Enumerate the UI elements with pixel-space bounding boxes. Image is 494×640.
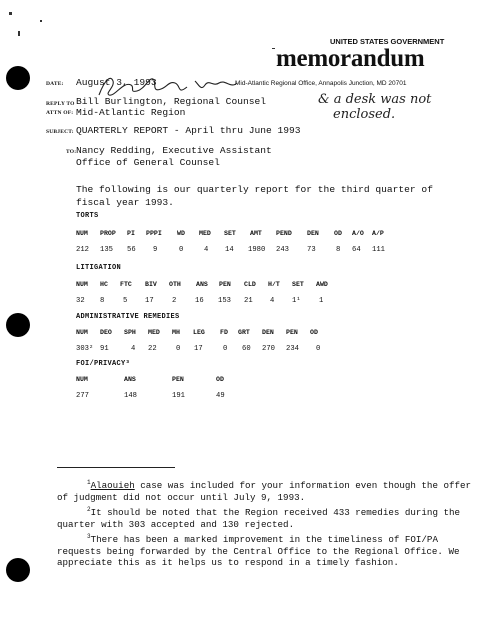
punch-hole-middle (6, 313, 30, 337)
table-header-cell: FD (220, 329, 228, 336)
table-cell: 64 (352, 246, 361, 254)
to-label: TO: (66, 149, 77, 155)
table-cell: 0 (179, 246, 184, 254)
table-header-cell: FTC (120, 281, 132, 288)
table-header-cell: LEG (193, 329, 205, 336)
table-cell: 32 (76, 297, 85, 305)
table-cell: 277 (76, 392, 89, 400)
table-header-cell: PEN (219, 281, 231, 288)
table-cell: 0 (223, 345, 228, 353)
table-header-cell: NUM (76, 329, 88, 336)
agency-line: UNITED STATES GOVERNMENT (330, 37, 445, 46)
intro-paragraph: The following is our quarterly report for the third quarter of fiscal year 1993. (76, 184, 433, 208)
reply-to-label: REPLY TO (46, 101, 75, 107)
table-header-cell: NUM (76, 281, 88, 288)
table-header-cell: GRT (238, 329, 250, 336)
table-cell: 16 (195, 297, 204, 305)
table-cell: 17 (145, 297, 154, 305)
table-header-cell: SPH (124, 329, 136, 336)
torts-table (76, 230, 476, 260)
table-header-cell: SET (292, 281, 304, 288)
table-cell: 0 (176, 345, 181, 353)
table-header-cell: A/P (372, 230, 384, 237)
table-cell: 303² (76, 345, 94, 353)
table-cell: 0 (316, 345, 321, 353)
table-cell: 135 (100, 246, 113, 254)
table-cell: 5 (123, 297, 128, 305)
footnote-1-case-name: Alaouieh (90, 480, 135, 492)
scan-speck (40, 20, 42, 22)
table-header-cell: MH (172, 329, 180, 336)
table-cell: 153 (218, 297, 231, 305)
table-header-cell: BIV (145, 281, 157, 288)
table-cell: 1 (319, 297, 324, 305)
table-cell: 17 (194, 345, 203, 353)
table-header-cell: PROP (100, 230, 116, 237)
footnote-1-text: case was included for your information even though the offer of judgment did not occur until July 9, 1993. (57, 480, 472, 503)
table-header-cell: AWD (316, 281, 328, 288)
litigation-title: LITIGATION (76, 264, 122, 272)
footnote-2 (57, 504, 477, 530)
table-header-cell: OD (334, 230, 342, 237)
punch-hole-top (6, 66, 30, 90)
table-header-cell: PEN (286, 329, 298, 336)
footnote-2-mark: 2 (87, 506, 91, 513)
to-name: Nancy Redding, Executive Assistant (76, 145, 272, 156)
footnote-1-mark: 1 (87, 479, 91, 486)
table-cell: 9 (153, 246, 158, 254)
footnote-2-text: It should be noted that the Region received 433 remedies during the quarter with 303 accepted and 130 rejected. (57, 507, 461, 530)
table-cell: 270 (262, 345, 275, 353)
table-cell: 56 (127, 246, 136, 254)
table-header-cell: OD (310, 329, 318, 336)
table-cell: 148 (124, 392, 137, 400)
table-cell: 2 (172, 297, 177, 305)
torts-title: TORTS (76, 212, 99, 220)
admin-remedies-title: ADMINISTRATIVE REMEDIES (76, 313, 180, 321)
admin-remedies-table (76, 329, 476, 359)
table-cell: 111 (372, 246, 385, 254)
table-header-cell: AMT (250, 230, 262, 237)
table-header-cell: OD (216, 376, 224, 383)
table-cell: 21 (244, 297, 253, 305)
table-cell: 22 (148, 345, 157, 353)
table-cell: 1980 (248, 246, 266, 254)
table-cell: 8 (100, 297, 105, 305)
reply-to-name: Bill Burlington, Regional Counsel (76, 96, 266, 107)
table-cell: 14 (225, 246, 234, 254)
handwritten-note-line2: enclosed. (333, 107, 396, 122)
table-header-cell: DEN (307, 230, 319, 237)
foi-privacy-title: FOI/PRIVACY³ (76, 360, 131, 368)
litigation-table (76, 281, 476, 311)
footnote-1 (57, 477, 477, 503)
handwritten-note-line1: & a desk was not (318, 92, 432, 107)
punch-hole-bottom (6, 558, 30, 582)
memorandum-title: memorandum (276, 45, 425, 72)
table-header-cell: NUM (76, 230, 88, 237)
table-header-cell: PPPI (146, 230, 162, 237)
table-header-cell: DEN (262, 329, 274, 336)
table-header-cell: HC (100, 281, 108, 288)
footnote-3 (57, 531, 477, 569)
date-label: DATE: (46, 81, 64, 87)
table-header-cell: MED (199, 230, 211, 237)
table-header-cell: ANS (124, 376, 136, 383)
footnote-3-text: There has been a marked improvement in the timeliness of FOI/PA requests being forwarded by the Central Office to the Regional Office. We appreciate this as it helps us to respond in a timely fashion. (57, 534, 460, 569)
table-header-cell: MED (148, 329, 160, 336)
table-cell: 91 (100, 345, 109, 353)
footnote-divider (57, 467, 175, 468)
footnote-3-mark: 3 (87, 533, 91, 540)
scan-speck (9, 12, 12, 15)
table-header-cell: NUM (76, 376, 88, 383)
scan-speck (272, 48, 275, 49)
table-header-cell: SET (224, 230, 236, 237)
table-cell: 1¹ (292, 297, 301, 305)
date-value: August 3, 1993 (76, 77, 157, 88)
table-header-cell: PI (127, 230, 135, 237)
table-cell: 4 (270, 297, 275, 305)
foi-privacy-table (76, 376, 476, 406)
table-header-cell: H/T (268, 281, 280, 288)
table-cell: 4 (204, 246, 209, 254)
table-cell: 243 (276, 246, 289, 254)
table-cell: 73 (307, 246, 316, 254)
subject-value: QUARTERLY REPORT - April thru June 1993 (76, 125, 301, 136)
attn-of-label: ATTN OF: (46, 110, 74, 116)
scan-speck (18, 31, 20, 36)
table-cell: 212 (76, 246, 89, 254)
table-cell: 191 (172, 392, 185, 400)
table-cell: 4 (131, 345, 136, 353)
table-header-cell: PEN (172, 376, 184, 383)
subject-label: SUBJECT: (46, 129, 74, 135)
to-office: Office of General Counsel (76, 157, 220, 168)
table-cell: 8 (336, 246, 341, 254)
table-cell: 234 (286, 345, 299, 353)
table-cell: 49 (216, 392, 225, 400)
table-header-cell: CLD (244, 281, 256, 288)
table-cell: 60 (242, 345, 251, 353)
table-header-cell: A/O (352, 230, 364, 237)
table-header-cell: WD (177, 230, 185, 237)
office-address: Mid-Atlantic Regional Office, Annapolis Junction, MD 20701 (235, 80, 407, 87)
table-header-cell: PEND (276, 230, 292, 237)
table-header-cell: DEO (100, 329, 112, 336)
table-header-cell: OTH (169, 281, 181, 288)
table-header-cell: ANS (196, 281, 208, 288)
reply-to-region: Mid-Atlantic Region (76, 107, 186, 118)
